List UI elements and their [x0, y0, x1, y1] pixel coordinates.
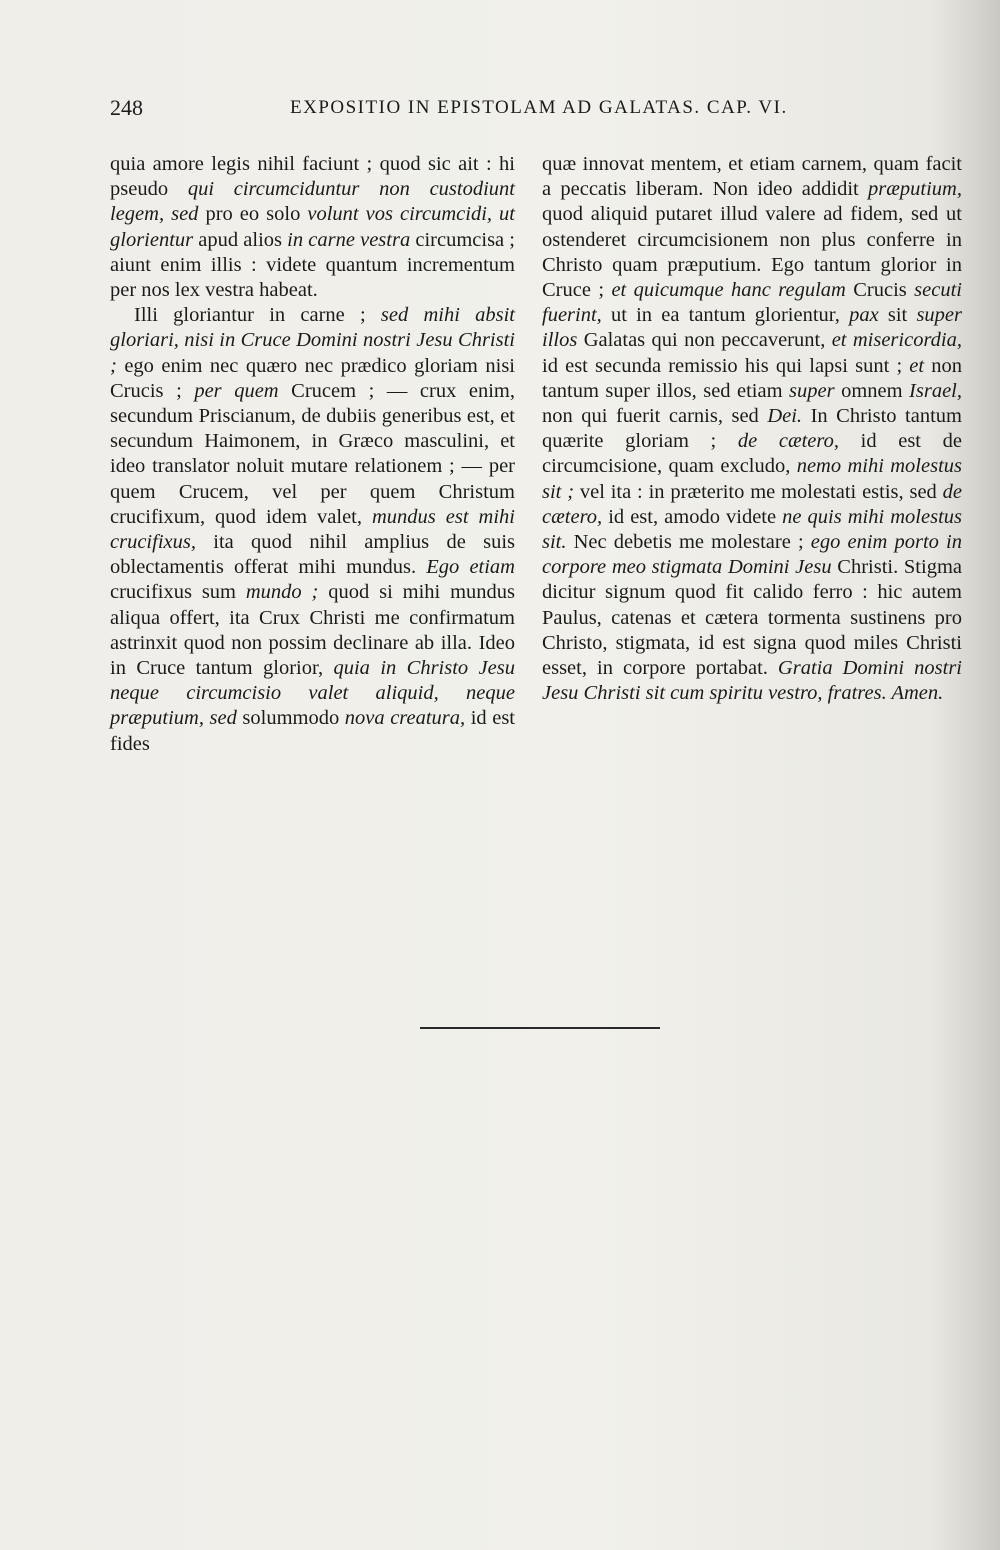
- text-run: vel ita : in præterito me molestati estis, sed: [574, 480, 943, 503]
- text-run: Illi gloriantur in carne ;: [134, 304, 381, 327]
- text-run: id est fides: [110, 707, 515, 755]
- text-run: sit: [878, 304, 917, 327]
- text-run: quia amore legis nihil faciunt ; quod sic ait : hi pseudo: [110, 153, 515, 201]
- italic-text-run: per quem: [194, 379, 279, 402]
- italic-text-run: nemo mihi molestus sit ;: [542, 455, 962, 503]
- italic-text-run: Gratia Domini nostri Jesu Christi sit cum spiritu vestro, fratres. Amen.: [542, 657, 962, 705]
- text-run: ut in ea tantum glorientur,: [601, 304, 850, 327]
- italic-text-run: ne quis mihi molestus sit.: [542, 505, 962, 554]
- text-run: ita quod nihil amplius de suis oblectamentis offerat mihi mundus.: [110, 531, 515, 579]
- italic-text-run: et: [909, 354, 925, 377]
- bleed-through-text: [110, 790, 510, 1260]
- italic-text-run: ego enim porto in corpore meo stigmata Domini Jesu: [542, 531, 962, 579]
- text-run: quod aliquid putaret illud valere ad fidem, sed ut ostenderet circumcisionem non plus conferre in Christo quam præputium. Ego tantum glorior in Cruce ;: [542, 203, 962, 302]
- text-run: In Christo tantum quærite gloriam ;: [542, 405, 962, 453]
- italic-text-run: Israel,: [909, 379, 962, 402]
- text-run: Christi. Stigma dicitur signum quod fit calido ferro : hic autem Paulus, catenas et cætera tormenta sustinens pro Christo, stigmata, id est signa quod miles Christi esset, in corpore portabat.: [542, 556, 962, 680]
- text-run: quæ innovat mentem, et etiam carnem, quam facit a peccatis liberam. Non ideo addidit: [542, 153, 962, 201]
- text-run: id est, amodo videte: [602, 505, 783, 528]
- left-paragraph-1: [110, 152, 515, 303]
- italic-text-run: super illos: [542, 304, 962, 352]
- text-run: pro eo solo: [198, 203, 308, 226]
- italic-text-run: super: [789, 379, 835, 402]
- text-run: ego enim nec quæro nec prædico gloriam nisi Crucis ;: [110, 354, 515, 402]
- text-run: omnem: [834, 379, 910, 402]
- italic-text-run: volunt vos circumcidi, ut glorientur: [110, 203, 516, 251]
- text-run: non tantum super illos, sed etiam: [542, 354, 962, 402]
- italic-text-run: qui circumciduntur non custodiunt legem, sed: [110, 178, 515, 226]
- italic-text-run: in carne vestra: [287, 228, 411, 251]
- running-header: [110, 95, 790, 129]
- italic-text-run: de cætero,: [737, 430, 840, 453]
- italic-text-run: mundus est mihi crucifixus,: [110, 505, 515, 554]
- text-run: quod si mihi mundus aliqua offert, ita Crux Christi me confirmatum astrinxit quod non possim declinare ab illa. Ideo in Cruce tantum glorior,: [110, 581, 515, 680]
- italic-text-run: secuti fuerint,: [542, 279, 962, 327]
- italic-text-run: quia in Christo Jesu neque circumcisio valet aliquid, neque præputium, sed: [110, 657, 515, 730]
- text-run: apud alios: [193, 228, 288, 251]
- left-paragraph-2: [110, 303, 515, 757]
- text-run: circumcisa ; aiunt enim illis : videte quantum incrementum per nos lex vestra habeat.: [110, 228, 515, 302]
- running-title: EXPOSITIO IN EPISTOLAM AD GALATAS. CAP. VI.: [290, 97, 788, 118]
- italic-text-run: nova creatura,: [344, 707, 466, 730]
- text-run: Crucis: [845, 279, 915, 302]
- right-column: [542, 152, 962, 706]
- italic-text-run: pax: [849, 304, 879, 327]
- text-run: non qui fuerit carnis, sed: [542, 405, 768, 428]
- italic-text-run: præputium,: [868, 178, 962, 201]
- italic-text-run: de cætero,: [542, 480, 962, 528]
- italic-text-run: mundo ;: [245, 581, 319, 604]
- italic-text-run: et misericordia,: [831, 329, 962, 352]
- text-run: crucifixus sum: [110, 581, 246, 604]
- text-run: Galatas qui non peccaverunt,: [577, 329, 832, 352]
- text-run: solummodo: [236, 707, 345, 730]
- footnote-rule: [420, 1027, 660, 1029]
- right-paragraph-1: [542, 152, 962, 706]
- italic-text-run: Ego etiam: [426, 556, 515, 579]
- page-number: 248: [110, 95, 143, 120]
- text-run: id est de circumcisione, quam excludo,: [542, 430, 962, 478]
- italic-text-run: et quicumque hanc regulam: [611, 279, 846, 302]
- text-run: id est secunda remissio his qui lapsi sunt ;: [542, 354, 910, 377]
- text-run: Crucem ; — crux enim, secundum Priscianum, de dubiis generibus est, et secundum Haimonem, in Græco masculini, et ideo translator noluit mutare relationem ; — per quem Crucem, vel per quem Christum crucifixum, quod idem valet,: [110, 379, 515, 528]
- text-run: Nec debetis me molestare ;: [566, 531, 811, 554]
- italic-text-run: sed mihi absit gloriari, nisi in Cruce Domini nostri Jesu Christi ;: [110, 304, 515, 377]
- italic-text-run: Dei.: [767, 405, 803, 428]
- left-column: [110, 152, 515, 757]
